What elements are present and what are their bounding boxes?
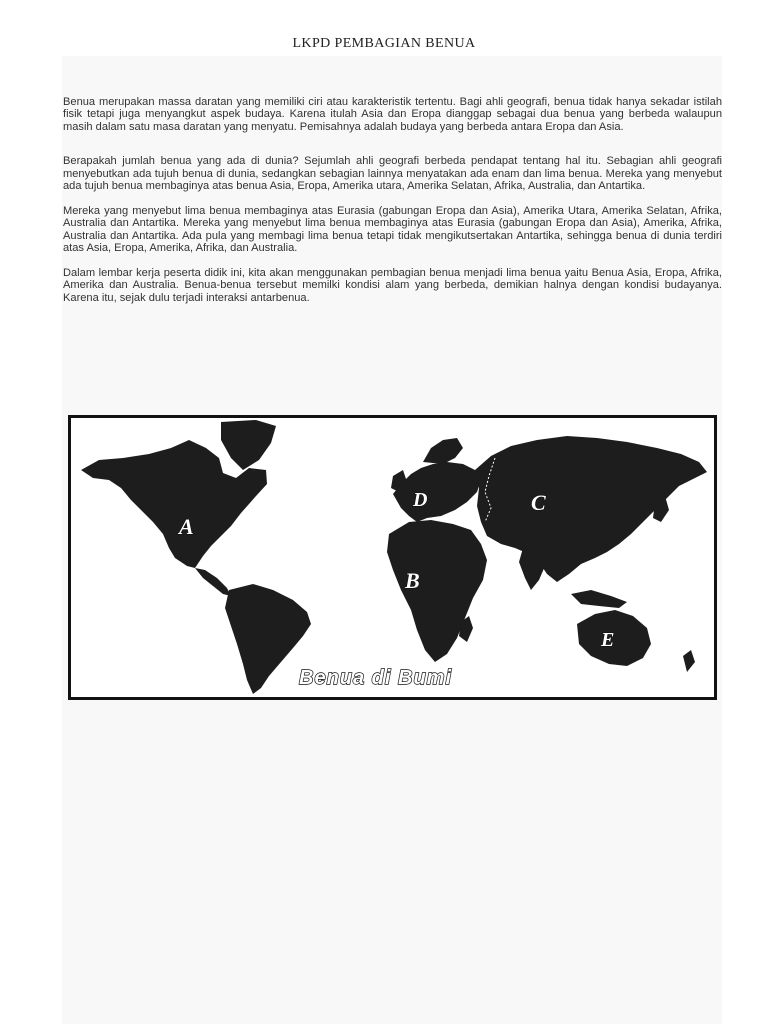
paragraph-3: Mereka yang menyebut lima benua membaginya atas Eurasia (gabungan Eropa dan Asia), Amerika Utara, Amerika Selatan, Afrika, Australia dan Antartika. Mereka yang menyebut lima benua membaginya atas Eurasia (gabungan Eropa dan Asia), Amerika, Afrika, Australia dan Antartika. Ada pula yang membagi lima benua tetapi tidak mengikutsertakan Antartika, sehingga benua di dunia terdiri atas Asia, Eropa, Amerika, Afrika, dan Australia. bbox=[63, 204, 722, 255]
new-zealand-shape bbox=[683, 650, 695, 672]
continent-label-a: A bbox=[179, 514, 194, 539]
world-map bbox=[68, 415, 717, 700]
map-caption: Benua di Bumi bbox=[299, 667, 453, 689]
asia-shape bbox=[475, 436, 707, 582]
paragraph-2: Berapakah jumlah benua yang ada di dunia? Sejumlah ahli geografi berbeda pendapat tentang hal itu. Sebagian ahli geografi menyebutkan ada tujuh benua di dunia, sedangkan sebagian lainnya menyatakan ada enam dan lima benua. Mereka yang menyebut ada tujuh benua membaginya atas benua Asia, Eropa, Amerika utara, Amerika Selatan, Afrika, Australia, dan Antartika. bbox=[63, 155, 722, 193]
europe-shape bbox=[393, 462, 481, 522]
paragraph-1: Benua merupakan massa daratan yang memiliki ciri atau karakteristik tertentu. Bagi ahli geografi, benua tidak hanya sekadar istilah fisik tetapi juga menyangkut aspek budaya. Karena itulah Asia dan Eropa dianggap sebagai dua benua yang berbeda walaupun masih dalam satu masa daratan yang menyatu. Pemisahnya adalah budaya yang berbeda antara Eropa dan Asia. bbox=[63, 96, 722, 133]
page-title: LKPD PEMBAGIAN BENUA bbox=[292, 36, 476, 51]
africa-shape bbox=[387, 520, 487, 662]
continent-label-e: E bbox=[601, 629, 615, 651]
central-america-shape bbox=[195, 568, 231, 596]
scandinavia-shape bbox=[423, 438, 463, 464]
body-text bbox=[63, 96, 722, 317]
continent-label-b: B bbox=[405, 568, 420, 593]
continent-label-d: D bbox=[413, 489, 428, 511]
continent-label-c: C bbox=[531, 490, 546, 515]
paragraph-4: Dalam lembar kerja peserta didik ini, kita akan menggunakan pembagian benua menjadi lima benua yaitu Benua Asia, Eropa, Afrika, Amerika dan Australia. Benua-benua tersebut memilki kondisi alam yang berbeda, demikian halnya dengan kondisi budayanya. Karena itu, sejak dulu terjadi interaksi antarbenua. bbox=[63, 267, 722, 304]
indonesia-shape bbox=[571, 590, 627, 608]
greenland-shape bbox=[221, 420, 276, 470]
world-map-svg bbox=[71, 418, 714, 697]
